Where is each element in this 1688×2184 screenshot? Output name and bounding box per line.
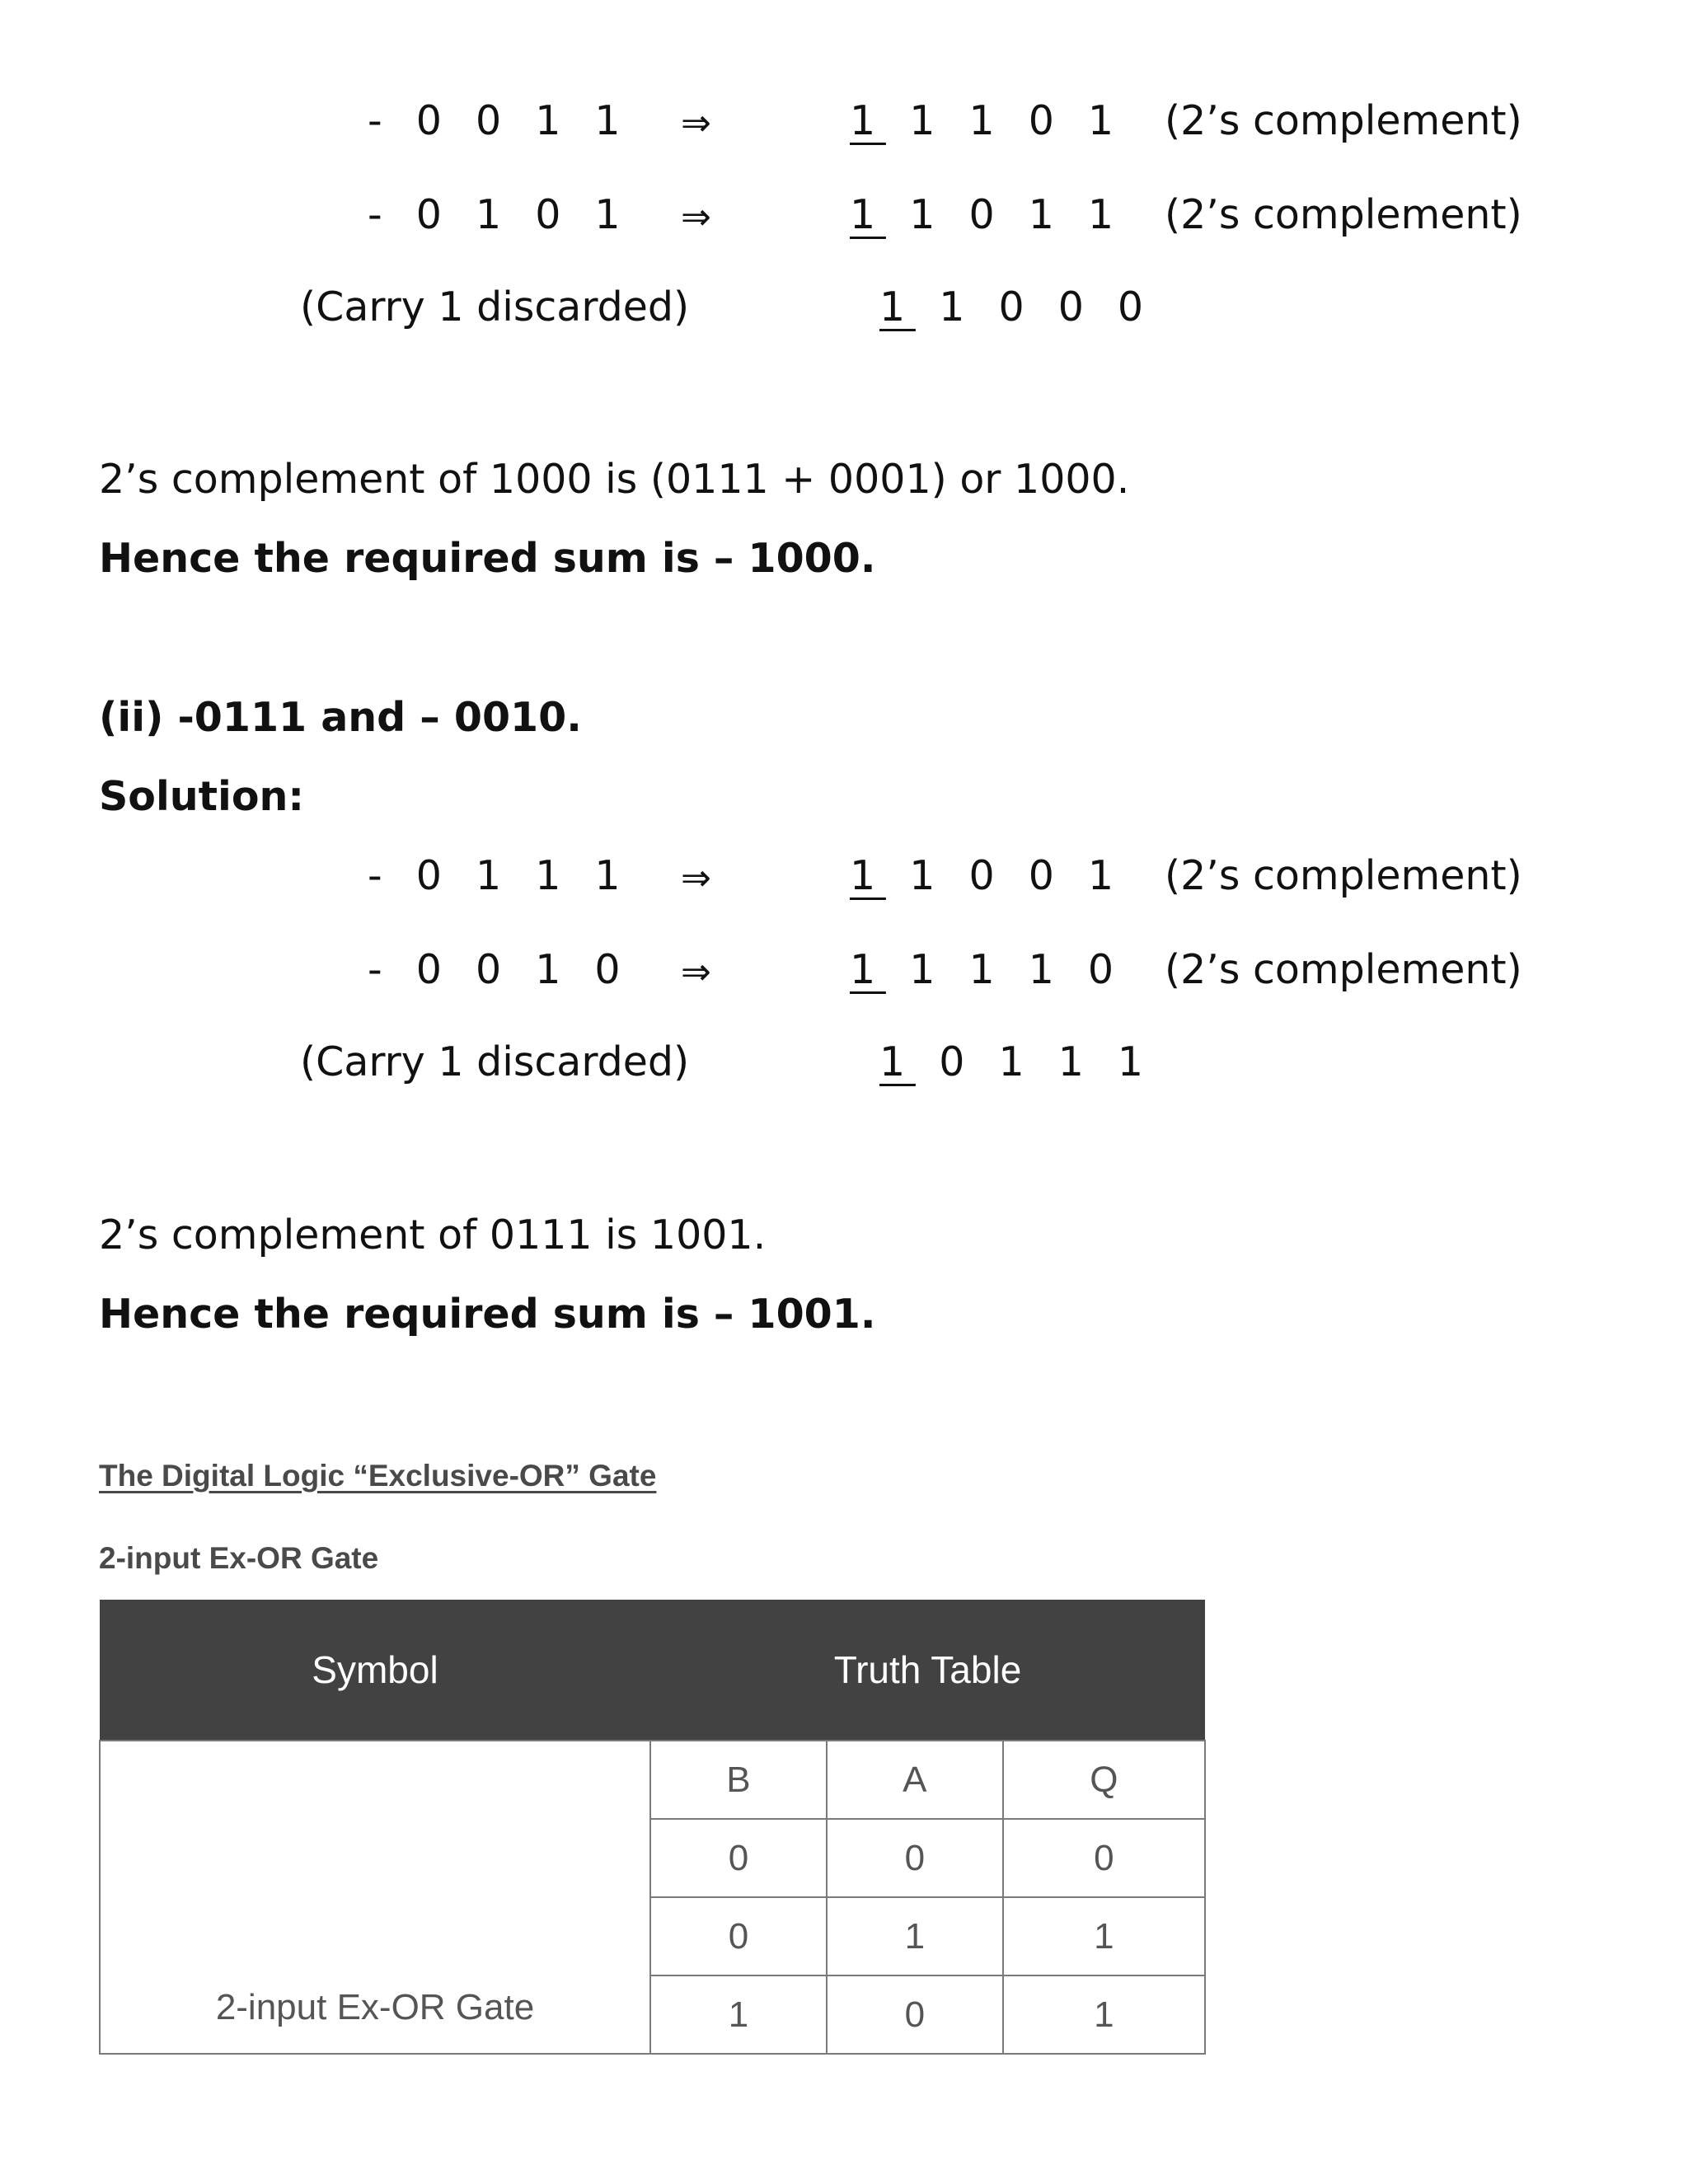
gate-symbol-cell xyxy=(100,1741,650,2054)
ex2-operand-2: - 0 0 1 0 xyxy=(368,946,631,993)
carry-bit: 1 xyxy=(850,946,886,993)
ex2-complement-1 xyxy=(850,852,1124,899)
result-bits: 1 0 0 0 xyxy=(915,284,1154,330)
cell-q: 1 xyxy=(1003,1897,1205,1975)
ex1-conclusion: Hence the required sum is – 1000. xyxy=(99,535,876,582)
implies-arrow-icon: ⇒ xyxy=(681,196,711,238)
complement-bits: 1 1 1 0 xyxy=(885,946,1124,993)
cell-a: 0 xyxy=(827,1819,1003,1897)
ex1-note-1: (2’s complement) xyxy=(1165,97,1522,144)
ex1-carry-label: (Carry 1 discarded) xyxy=(300,284,690,330)
gate-subheading: 2-input Ex-OR Gate xyxy=(99,1541,379,1575)
result-bits: 0 1 1 1 xyxy=(915,1038,1154,1085)
ex2-note-1: (2’s complement) xyxy=(1165,852,1522,899)
ex1-operand-1: - 0 0 1 1 xyxy=(368,97,631,144)
ex2-solution-label: Solution: xyxy=(99,773,304,820)
complement-bits: 1 1 0 1 xyxy=(885,97,1124,144)
carry-bit: 1 xyxy=(850,97,886,144)
implies-arrow-icon: ⇒ xyxy=(681,102,711,144)
cell-b: 0 xyxy=(650,1819,827,1897)
header-symbol: Symbol xyxy=(100,1600,650,1741)
column-header-a: A xyxy=(827,1741,1003,1819)
ex2-conclusion: Hence the required sum is – 1001. xyxy=(99,1291,876,1338)
cell-q: 0 xyxy=(1003,1819,1205,1897)
carry-bit: 1 xyxy=(850,852,886,899)
implies-arrow-icon: ⇒ xyxy=(681,951,711,993)
ex1-note-2: (2’s complement) xyxy=(1165,191,1522,238)
ex2-complement-2 xyxy=(850,946,1124,993)
table-header-row xyxy=(100,1600,1205,1741)
ex-or-gate-table xyxy=(99,1600,1206,2055)
carry-bit: 1 xyxy=(850,191,886,238)
truth-table-column-row xyxy=(100,1741,1205,1819)
ex2-note-2: (2’s complement) xyxy=(1165,946,1522,993)
ex2-result xyxy=(879,1038,1154,1085)
symbol-caption: 2-input Ex-OR Gate xyxy=(215,1987,535,2027)
ex1-complement-1 xyxy=(850,97,1124,144)
ex2-operand-1: - 0 1 1 1 xyxy=(368,852,631,899)
carry-bit: 1 xyxy=(879,284,916,330)
ex1-complement-2 xyxy=(850,191,1124,238)
implies-arrow-icon: ⇒ xyxy=(681,857,711,899)
cell-a: 1 xyxy=(827,1897,1003,1975)
ex2-carry-label: (Carry 1 discarded) xyxy=(300,1038,690,1085)
cell-a: 0 xyxy=(827,1975,1003,2054)
cell-b: 1 xyxy=(650,1975,827,2054)
column-header-b: B xyxy=(650,1741,827,1819)
cell-b: 0 xyxy=(650,1897,827,1975)
carry-bit: 1 xyxy=(879,1038,916,1085)
cell-q: 1 xyxy=(1003,1975,1205,2054)
ex1-result xyxy=(879,284,1154,330)
complement-bits: 1 0 0 1 xyxy=(885,852,1124,899)
ex2-explanation: 2’s complement of 0111 is 1001. xyxy=(99,1212,767,1258)
gate-section-heading: The Digital Logic “Exclusive-OR” Gate xyxy=(99,1459,657,1493)
ex2-title: (ii) -0111 and – 0010. xyxy=(99,694,582,741)
header-truth-table: Truth Table xyxy=(650,1600,1205,1741)
ex1-explanation: 2’s complement of 1000 is (0111 + 0001) or 1000. xyxy=(99,456,1130,503)
ex1-operand-2: - 0 1 0 1 xyxy=(368,191,631,238)
column-header-q: Q xyxy=(1003,1741,1205,1819)
complement-bits: 1 0 1 1 xyxy=(885,191,1124,238)
